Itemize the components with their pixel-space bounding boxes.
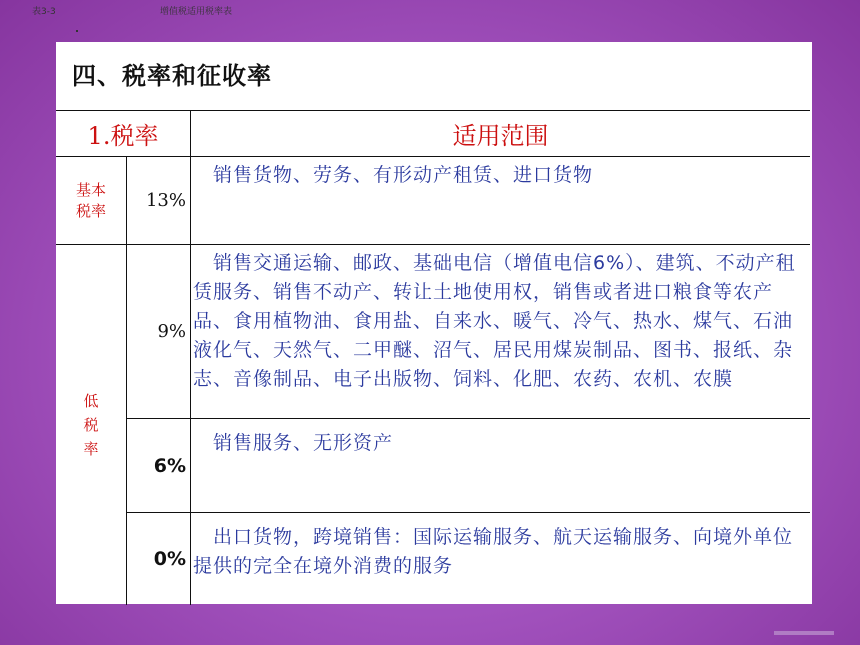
scope-cell: 出口货物，跨境销售：国际运输服务、航天运输服务、向境外单位提供的完全在境外消费的服务 xyxy=(193,526,794,577)
tax-rate-table xyxy=(56,110,810,605)
rate-cell: 0% xyxy=(127,513,191,605)
decorative-corner-mark xyxy=(774,631,834,635)
scope-cell: 销售货物、劳务、有形动产租赁、进口货物 xyxy=(191,157,810,245)
header-scope: 适用范围 xyxy=(191,111,810,157)
rate-cell: 6% xyxy=(127,419,191,513)
scope-cell: 销售交通运输、邮政、基础电信（增值电信6%）、建筑、不动产租赁服务、销售不动产、转让土地使用权，销售或者进口粮食等农产品、食用植物油、食用盐、自来水、暖气、冷气、热水、煤气、石油液化气、天然气、二甲醚、沼气、居民用煤炭制品、图书、报纸、杂志、音像制品、电子出版物、饲料、化肥、农药、农机、农膜 xyxy=(191,245,810,419)
category-basic-rate: 基本 税率 xyxy=(56,157,127,245)
header-rate: 1.税率 xyxy=(56,111,191,157)
table-number-note: 表3-3 xyxy=(32,7,56,17)
decorative-dot xyxy=(76,30,78,32)
rate-cell: 13% xyxy=(127,157,191,245)
category-low-rate: 低 税 率 xyxy=(56,245,127,605)
table-caption-note: 增值税适用税率表 xyxy=(160,7,233,17)
rate-cell: 9% xyxy=(127,245,191,419)
slide-panel xyxy=(56,42,812,604)
slide-heading: 四、税率和征收率 xyxy=(72,62,272,90)
scope-cell: 销售服务、无形资产 xyxy=(191,419,810,513)
